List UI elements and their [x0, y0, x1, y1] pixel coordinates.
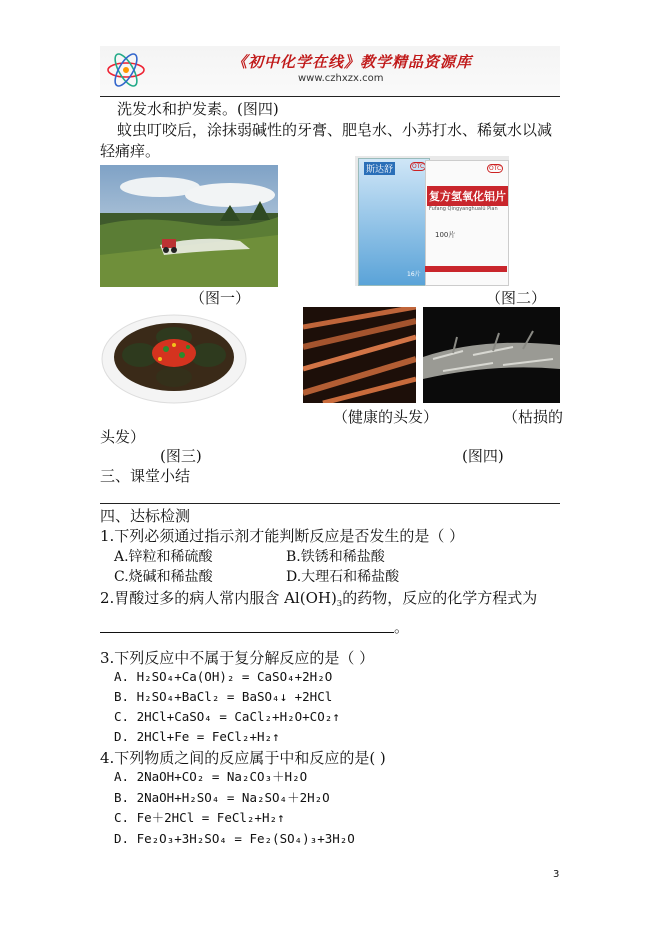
medicine-name: 复方氢氧化铝片: [427, 186, 508, 206]
medicine-white-stripe: [425, 266, 507, 272]
intro-line-1: 洗发水和护发素。(图四): [117, 100, 279, 118]
header-title: 《初中化学在线》教学精品资源库: [232, 53, 473, 71]
q3-option-c: C. 2HCl+CaSO₄ = CaCl₂+H₂O+CO₂↑: [114, 709, 340, 724]
fig1-landscape-photo: [100, 165, 278, 287]
fig1-caption: （图一）: [190, 289, 251, 307]
q4-option-a: A. 2NaOH+CO₂ = Na₂CO₃＋H₂O: [114, 769, 308, 784]
section3-rule: [100, 503, 560, 504]
header-rule: [100, 96, 560, 97]
q1-option-d: D.大理石和稀盐酸: [286, 569, 400, 585]
q2-end: 。: [394, 618, 410, 636]
q1-option-c: C.烧碱和稀盐酸: [114, 569, 213, 585]
q2-stem-sub: 3: [336, 599, 343, 609]
intro-line-3: 轻痛痒。: [100, 142, 161, 160]
fig4-healthy-caption: （健康的头发）: [333, 408, 439, 426]
page-number: 3: [553, 869, 560, 880]
q4-option-c: C. Fe＋2HCl = FeCl₂+H₂↑: [114, 810, 285, 825]
medicine-brand: 斯达舒: [364, 162, 395, 175]
q1-stem: 1.下列必须通过指示剂才能判断反应是否发生的是（ ）: [100, 527, 465, 545]
q1-option-b: B.铁锈和稀盐酸: [286, 549, 385, 565]
medicine-otc-badge-1: OTC: [412, 163, 425, 170]
medicine-count: 100片: [435, 231, 456, 239]
fig2-medicine-photo: [355, 156, 509, 286]
medicine-otc-badge-2: OTC: [489, 165, 502, 172]
q1-option-a: A.锌粒和稀硫酸: [114, 549, 213, 565]
q2-stem: [100, 588, 537, 614]
fig4-damaged-hair-photo: [423, 307, 560, 403]
q4-stem: 4.下列物质之间的反应属于中和反应的是( ): [100, 749, 386, 767]
q2-stem-b: 的药物，反应的化学方程式为: [342, 589, 538, 607]
fig3-dish-photo: [100, 307, 248, 405]
q2-stem-a: 2.胃酸过多的病人常内服含 Al(OH): [100, 589, 337, 607]
header-url: www.czhxzx.com: [298, 73, 384, 84]
q3-option-a: A. H₂SO₄+Ca(OH)₂ = CaSO₄+2H₂O: [114, 669, 333, 684]
section3-title: 三、课堂小结: [100, 467, 191, 485]
intro-line-2: 蚊虫叮咬后，涂抹弱碱性的牙膏、肥皂水、小苏打水、稀氨水以减: [117, 121, 553, 139]
fig3-caption: (图三): [160, 447, 202, 465]
fig4-damaged-caption-b: 头发）: [100, 428, 146, 446]
q4-option-d: D. Fe₂O₃+3H₂SO₄ = Fe₂(SO₄)₃+3H₂O: [114, 831, 355, 846]
fig4-caption: (图四): [462, 447, 504, 465]
q3-option-b: B. H₂SO₄+BaCl₂ = BaSO₄↓ +2HCl: [114, 689, 333, 704]
medicine-16: 16片: [407, 271, 421, 278]
atom-logo-icon: [105, 50, 147, 90]
fig4-damaged-caption-a: （枯损的: [503, 408, 564, 426]
medicine-box-blue: [358, 158, 430, 286]
q3-option-d: D. 2HCl+Fe = FeCl₂+H₂↑: [114, 729, 280, 744]
medicine-pinyin: Fufang Qingyanghualü Pian: [429, 206, 498, 212]
fig4-healthy-hair-photo: [303, 307, 416, 403]
q3-stem: 3.下列反应中不属于复分解反应的是（ ）: [100, 649, 375, 667]
fig2-caption: （图二）: [486, 289, 547, 307]
section4-title: 四、达标检测: [100, 507, 191, 525]
q4-option-b: B. 2NaOH+H₂SO₄ = Na₂SO₄＋2H₂O: [114, 790, 330, 805]
q2-answer-blank[interactable]: [100, 632, 394, 633]
